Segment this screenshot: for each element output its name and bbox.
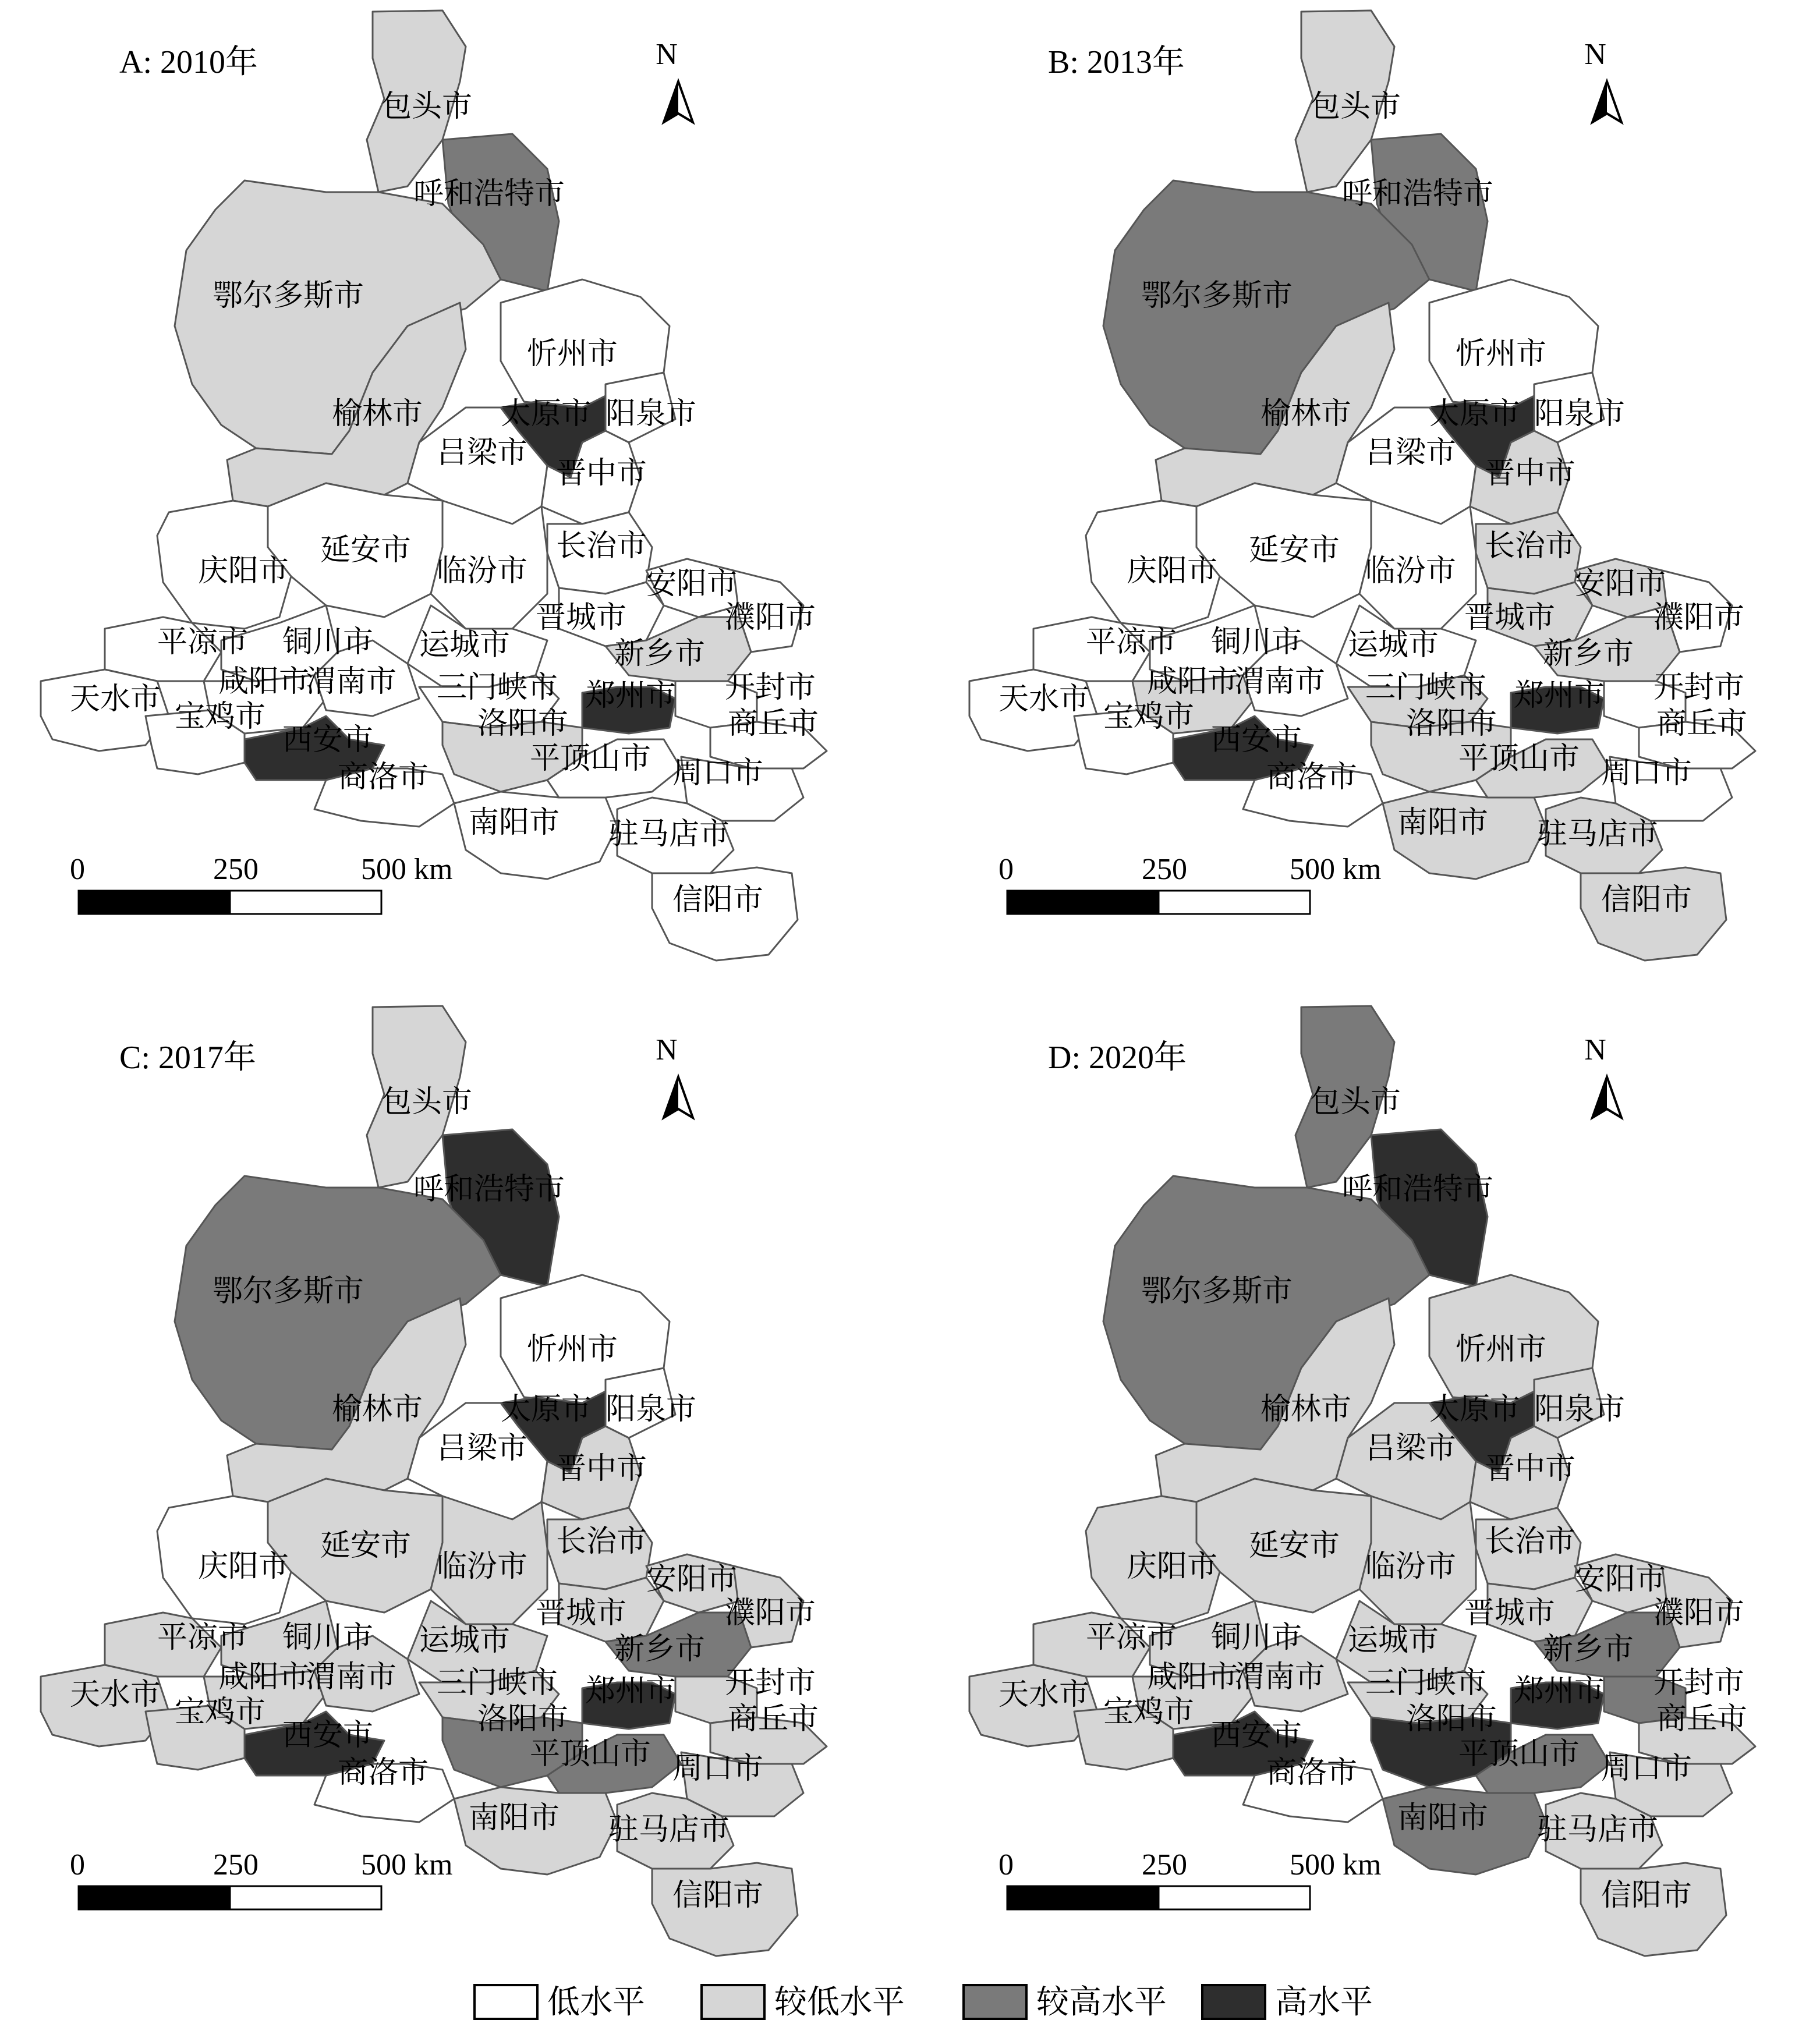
north-arrow-label: N bbox=[1584, 38, 1606, 71]
label-yuncheng: 运城市 bbox=[1348, 1623, 1439, 1658]
label-jincheng: 晋城市 bbox=[1464, 600, 1556, 635]
legend bbox=[475, 1983, 1373, 2021]
label-xinxiang: 新乡市 bbox=[1543, 636, 1634, 671]
label-yuncheng: 运城市 bbox=[419, 1623, 511, 1658]
legend-higher-swatch bbox=[964, 1985, 1026, 2019]
label-puyang: 濮阳市 bbox=[725, 600, 816, 635]
label-baoji: 宝鸡市 bbox=[1103, 1695, 1195, 1730]
legend-low-swatch bbox=[475, 1985, 537, 2019]
label-tianshui: 天水市 bbox=[70, 1677, 161, 1712]
label-linfen: 临汾市 bbox=[1365, 1549, 1457, 1584]
label-yanan: 延安市 bbox=[320, 533, 412, 568]
label-luoyang: 洛阳市 bbox=[1406, 706, 1497, 741]
label-hohhot: 呼和浩特市 bbox=[1342, 1172, 1494, 1207]
label-baoji: 宝鸡市 bbox=[1103, 699, 1195, 734]
label-pingliang: 平凉市 bbox=[1086, 1620, 1177, 1655]
scale-tick-label: 500 km bbox=[361, 1848, 453, 1881]
label-baotou: 包头市 bbox=[1310, 1085, 1401, 1119]
label-taiyuan: 太原市 bbox=[501, 1392, 592, 1427]
label-baoji: 宝鸡市 bbox=[175, 699, 266, 734]
panel-2017 bbox=[41, 1006, 827, 1956]
scale-tick-label: 500 km bbox=[361, 853, 453, 886]
label-baotou: 包头市 bbox=[381, 89, 473, 124]
scale-bar-white bbox=[230, 1886, 381, 1909]
label-tongchuan: 铜川市 bbox=[1211, 625, 1302, 660]
label-xian: 西安市 bbox=[282, 722, 374, 757]
label-anyang: 安阳市 bbox=[646, 1562, 738, 1597]
label-xinxiang: 新乡市 bbox=[1543, 1632, 1634, 1667]
label-sanmenxia: 三门峡市 bbox=[437, 670, 558, 705]
label-pingliang: 平凉市 bbox=[157, 1620, 249, 1655]
scale-bar bbox=[70, 853, 452, 914]
label-zhumadian: 驻马店市 bbox=[1537, 817, 1659, 852]
label-xian: 西安市 bbox=[1211, 1718, 1302, 1753]
panel-title: A: 2010年 bbox=[119, 44, 258, 80]
label-shangqiu: 商丘市 bbox=[728, 1702, 819, 1737]
label-zhengzhou: 郑州市 bbox=[1514, 678, 1605, 713]
label-nanyang: 南阳市 bbox=[469, 1801, 560, 1835]
label-shangqiu: 商丘市 bbox=[1656, 1702, 1748, 1737]
label-kaifeng: 开封市 bbox=[1653, 670, 1745, 705]
label-nanyang: 南阳市 bbox=[469, 805, 560, 840]
label-sanmenxia: 三门峡市 bbox=[1365, 670, 1487, 705]
label-zhumadian: 驻马店市 bbox=[608, 817, 730, 852]
label-jinzhong: 晋中市 bbox=[556, 456, 647, 491]
label-luoyang: 洛阳市 bbox=[477, 706, 569, 741]
label-changzhi: 长治市 bbox=[556, 529, 647, 564]
label-sanmenxia: 三门峡市 bbox=[1365, 1666, 1487, 1700]
label-yanan: 延安市 bbox=[320, 1528, 412, 1563]
scale-tick-label: 0 bbox=[70, 1848, 85, 1881]
label-zhengzhou: 郑州市 bbox=[585, 1674, 677, 1709]
label-jincheng: 晋城市 bbox=[1464, 1596, 1556, 1631]
label-baoji: 宝鸡市 bbox=[175, 1695, 266, 1730]
label-sanmenxia: 三门峡市 bbox=[437, 1666, 558, 1700]
label-weinan: 渭南市 bbox=[1234, 1660, 1326, 1695]
label-zhengzhou: 郑州市 bbox=[1514, 1674, 1605, 1709]
label-jincheng: 晋城市 bbox=[536, 600, 627, 635]
label-pingliang: 平凉市 bbox=[157, 625, 249, 660]
label-hohhot: 呼和浩特市 bbox=[413, 1172, 565, 1207]
label-pingdingshan: 平顶山市 bbox=[530, 741, 651, 776]
label-jinzhong: 晋中市 bbox=[1485, 1451, 1576, 1486]
scale-bar-white bbox=[230, 891, 381, 914]
label-ordos: 鄂尔多斯市 bbox=[1141, 1274, 1293, 1309]
label-ordos: 鄂尔多斯市 bbox=[213, 278, 364, 313]
label-taiyuan: 太原市 bbox=[1429, 396, 1521, 431]
label-zhoukou: 周口市 bbox=[672, 756, 764, 791]
label-shangluo: 商洛市 bbox=[338, 760, 429, 795]
label-linfen: 临汾市 bbox=[437, 554, 528, 589]
label-kaifeng: 开封市 bbox=[725, 1666, 816, 1700]
legend-high-label: 高水平 bbox=[1275, 1983, 1373, 2021]
label-kaifeng: 开封市 bbox=[725, 670, 816, 705]
panel-title: B: 2013年 bbox=[1048, 44, 1185, 80]
label-yulin: 榆林市 bbox=[1260, 396, 1352, 431]
label-jinzhong: 晋中市 bbox=[556, 1451, 647, 1486]
label-jincheng: 晋城市 bbox=[536, 1596, 627, 1631]
label-changzhi: 长治市 bbox=[1485, 529, 1576, 564]
label-yangquan: 阳泉市 bbox=[606, 396, 697, 431]
label-yanan: 延安市 bbox=[1249, 1528, 1340, 1563]
label-tongchuan: 铜川市 bbox=[282, 1620, 374, 1655]
scale-tick-label: 250 bbox=[213, 853, 259, 886]
legend-lower-swatch bbox=[702, 1985, 764, 2019]
north-arrow-label: N bbox=[656, 38, 678, 71]
label-tianshui: 天水市 bbox=[998, 682, 1090, 717]
scale-bar-black bbox=[79, 1886, 230, 1909]
label-taiyuan: 太原市 bbox=[501, 396, 592, 431]
label-yangquan: 阳泉市 bbox=[1534, 1392, 1626, 1427]
label-xianyang: 咸阳市 bbox=[218, 1660, 310, 1695]
label-tongchuan: 铜川市 bbox=[282, 625, 374, 660]
panel-title: D: 2020年 bbox=[1048, 1040, 1187, 1076]
label-lvliang: 吕梁市 bbox=[437, 435, 528, 470]
label-jinzhong: 晋中市 bbox=[1485, 456, 1576, 491]
panel-title: C: 2017年 bbox=[119, 1040, 256, 1076]
label-zhoukou: 周口市 bbox=[672, 1751, 764, 1786]
north-arrow-label: N bbox=[656, 1033, 678, 1066]
scale-bar bbox=[998, 1848, 1381, 1909]
label-xinxiang: 新乡市 bbox=[614, 1632, 706, 1667]
scale-bar bbox=[998, 853, 1381, 914]
legend-higher-label: 较高水平 bbox=[1036, 1983, 1167, 2021]
label-weinan: 渭南市 bbox=[306, 1660, 397, 1695]
label-zhumadian: 驻马店市 bbox=[1537, 1812, 1659, 1847]
label-baotou: 包头市 bbox=[381, 1085, 473, 1119]
label-anyang: 安阳市 bbox=[646, 566, 738, 601]
label-lvliang: 吕梁市 bbox=[1365, 1431, 1457, 1466]
label-xinyang: 信阳市 bbox=[672, 1878, 764, 1913]
label-yangquan: 阳泉市 bbox=[606, 1392, 697, 1427]
label-hohhot: 呼和浩特市 bbox=[413, 176, 565, 211]
label-xinyang: 信阳市 bbox=[1601, 1878, 1692, 1913]
label-qingyang: 庆阳市 bbox=[1127, 1549, 1218, 1584]
label-yuncheng: 运城市 bbox=[419, 628, 511, 662]
label-yulin: 榆林市 bbox=[1260, 1392, 1352, 1427]
label-tianshui: 天水市 bbox=[70, 682, 161, 717]
label-weinan: 渭南市 bbox=[306, 664, 397, 699]
label-yulin: 榆林市 bbox=[332, 1392, 423, 1427]
scale-bar-white bbox=[1159, 891, 1310, 914]
label-zhumadian: 驻马店市 bbox=[608, 1812, 730, 1847]
label-luoyang: 洛阳市 bbox=[477, 1702, 569, 1737]
label-linfen: 临汾市 bbox=[1365, 554, 1457, 589]
scale-bar-white bbox=[1159, 1886, 1310, 1909]
scale-tick-label: 250 bbox=[1142, 853, 1187, 886]
label-kaifeng: 开封市 bbox=[1653, 1666, 1745, 1700]
label-tianshui: 天水市 bbox=[998, 1677, 1090, 1712]
label-pingdingshan: 平顶山市 bbox=[1458, 741, 1580, 776]
scale-tick-label: 0 bbox=[70, 853, 85, 886]
label-pingliang: 平凉市 bbox=[1086, 625, 1177, 660]
label-yangquan: 阳泉市 bbox=[1534, 396, 1626, 431]
label-qingyang: 庆阳市 bbox=[1127, 554, 1218, 589]
scale-tick-label: 250 bbox=[213, 1848, 259, 1881]
label-zhengzhou: 郑州市 bbox=[585, 678, 677, 713]
label-zhoukou: 周口市 bbox=[1601, 756, 1692, 791]
label-zhoukou: 周口市 bbox=[1601, 1751, 1692, 1786]
label-taiyuan: 太原市 bbox=[1429, 1392, 1521, 1427]
panel-2013 bbox=[969, 10, 1755, 961]
label-xianyang: 咸阳市 bbox=[1147, 1660, 1238, 1695]
label-qingyang: 庆阳市 bbox=[198, 554, 289, 589]
scale-bar-black bbox=[1007, 891, 1159, 914]
label-xinzhou: 忻州市 bbox=[527, 1332, 618, 1367]
label-yuncheng: 运城市 bbox=[1348, 628, 1439, 662]
legend-low-label: 低水平 bbox=[547, 1983, 645, 2021]
label-lvliang: 吕梁市 bbox=[1365, 435, 1457, 470]
label-changzhi: 长治市 bbox=[1485, 1524, 1576, 1559]
label-anyang: 安阳市 bbox=[1575, 566, 1666, 601]
label-shangluo: 商洛市 bbox=[1266, 1755, 1358, 1790]
label-linfen: 临汾市 bbox=[437, 1549, 528, 1584]
scale-tick-label: 250 bbox=[1142, 1848, 1187, 1881]
north-arrow-label: N bbox=[1584, 1033, 1606, 1066]
label-pingdingshan: 平顶山市 bbox=[1458, 1737, 1580, 1771]
scale-tick-label: 0 bbox=[998, 853, 1014, 886]
label-xian: 西安市 bbox=[1211, 722, 1302, 757]
label-shangqiu: 商丘市 bbox=[1656, 706, 1748, 741]
label-ordos: 鄂尔多斯市 bbox=[1141, 278, 1293, 313]
legend-high-swatch bbox=[1202, 1985, 1265, 2019]
label-qingyang: 庆阳市 bbox=[198, 1549, 289, 1584]
label-tongchuan: 铜川市 bbox=[1211, 1620, 1302, 1655]
label-yanan: 延安市 bbox=[1249, 533, 1340, 568]
label-yulin: 榆林市 bbox=[332, 396, 423, 431]
label-changzhi: 长治市 bbox=[556, 1524, 647, 1559]
panel-2010 bbox=[41, 10, 827, 961]
scale-bar-black bbox=[1007, 1886, 1159, 1909]
label-xinzhou: 忻州市 bbox=[1456, 336, 1547, 371]
label-xian: 西安市 bbox=[282, 1718, 374, 1753]
label-shangluo: 商洛市 bbox=[1266, 760, 1358, 795]
scale-bar bbox=[70, 1848, 452, 1909]
label-shangluo: 商洛市 bbox=[338, 1755, 429, 1790]
label-puyang: 濮阳市 bbox=[1653, 1596, 1745, 1631]
scale-bar-black bbox=[79, 891, 230, 914]
label-hohhot: 呼和浩特市 bbox=[1342, 176, 1494, 211]
label-xianyang: 咸阳市 bbox=[218, 664, 310, 699]
panel-2020 bbox=[969, 1006, 1755, 1956]
label-xinyang: 信阳市 bbox=[672, 883, 764, 917]
scale-tick-label: 500 km bbox=[1290, 1848, 1382, 1881]
label-luoyang: 洛阳市 bbox=[1406, 1702, 1497, 1737]
scale-tick-label: 0 bbox=[998, 1848, 1014, 1881]
label-xianyang: 咸阳市 bbox=[1147, 664, 1238, 699]
label-weinan: 渭南市 bbox=[1234, 664, 1326, 699]
scale-tick-label: 500 km bbox=[1290, 853, 1382, 886]
label-xinzhou: 忻州市 bbox=[527, 336, 618, 371]
label-xinxiang: 新乡市 bbox=[614, 636, 706, 671]
label-baotou: 包头市 bbox=[1310, 89, 1401, 124]
label-pingdingshan: 平顶山市 bbox=[530, 1737, 651, 1771]
label-lvliang: 吕梁市 bbox=[437, 1431, 528, 1466]
label-nanyang: 南阳市 bbox=[1397, 805, 1489, 840]
label-xinzhou: 忻州市 bbox=[1456, 1332, 1547, 1367]
label-ordos: 鄂尔多斯市 bbox=[213, 1274, 364, 1309]
label-shangqiu: 商丘市 bbox=[728, 706, 819, 741]
legend-lower-label: 较低水平 bbox=[774, 1983, 905, 2021]
label-puyang: 濮阳市 bbox=[725, 1596, 816, 1631]
label-xinyang: 信阳市 bbox=[1601, 883, 1692, 917]
label-nanyang: 南阳市 bbox=[1397, 1801, 1489, 1835]
label-puyang: 濮阳市 bbox=[1653, 600, 1745, 635]
label-anyang: 安阳市 bbox=[1575, 1562, 1666, 1597]
